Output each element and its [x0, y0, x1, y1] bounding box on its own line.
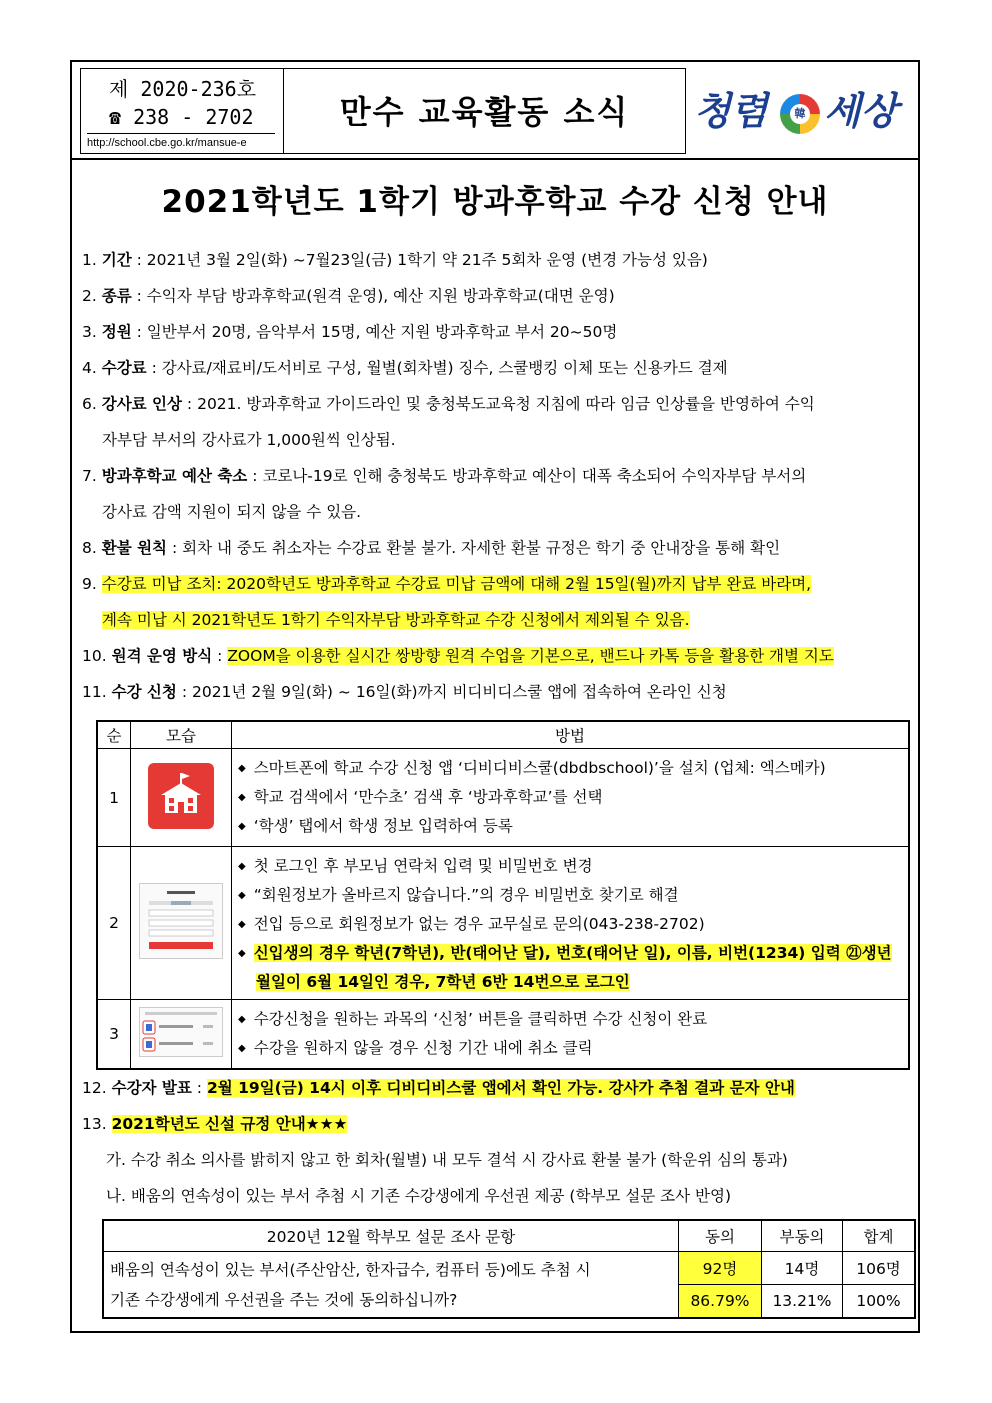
item-2: 2. 종류 : 수익자 부담 방과후학교(원격 운영), 예산 지원 방과후학교(대면 운영): [82, 287, 615, 305]
logo-hanja: 韓: [790, 104, 810, 124]
table-row: [97, 847, 909, 1000]
step-number: 3: [97, 1000, 131, 1070]
disagree-count: 14명: [762, 1252, 843, 1285]
list-item: [238, 940, 904, 969]
header-screenshot: 모습: [131, 721, 232, 749]
app-icon-cell: [131, 749, 232, 847]
newsletter-header: [72, 62, 918, 160]
header-agree: 동의: [679, 1220, 762, 1252]
survey-table: [102, 1219, 916, 1319]
document-title: 2021학년도 1학기 방과후학교 수강 신청 안내: [161, 184, 829, 220]
new-student-note: 신입생의 경우 학년(7학년), 반(태어난 달), 번호(태어난 일), 이름, 비번(1234) 입력 ㉑생년: [253, 944, 892, 962]
item-8: 8. 환불 원칙 : 회차 내 중도 취소자는 수강료 환불 불가. 자세한 환불 규정은 학기 중 안내장을 통해 확인: [82, 539, 781, 557]
school-app-icon: [148, 763, 214, 829]
item-7: 7. 방과후학교 예산 축소 : 코로나-19로 인해 충청북도 방과후학교 예산이 대폭 축소되어 수익자부담 부서의: [82, 467, 807, 485]
agree-percent: 86.79%: [679, 1285, 762, 1319]
logo-text-right: 세상: [824, 88, 898, 133]
step-3-method: [232, 1000, 910, 1070]
newsletter-title: 만수 교육활동 소식: [284, 68, 686, 154]
apply-screenshot-cell: [131, 1000, 232, 1070]
header-method: 방법: [232, 721, 910, 749]
item-6-continued: 자부담 부서의 강사료가 1,000원씩 인상됨.: [102, 431, 396, 449]
item-9-continued: 계속 미납 시 2021학년도 1학기 수익자부담 방과후학교 수강 신청에서 제외될 수 있음.: [102, 611, 690, 629]
step-number: 1: [97, 749, 131, 847]
list-item: ◆ 학교 검색에서 ‘만수초’ 검색 후 ‘방과후학교’를 선택: [238, 784, 904, 813]
header-order: 순: [97, 721, 131, 749]
table-header-row: [103, 1220, 915, 1252]
issue-box: [80, 68, 284, 154]
survey-question: [103, 1252, 679, 1319]
page-frame: [70, 60, 920, 1333]
item-10: 10. 원격 운영 방식 : ZOOM을 이용한 실시간 쌍방향 원격 수업을 기본으로, 밴드나 카톡 등을 활용한 개별 지도: [82, 647, 834, 665]
new-student-note-continued: 월일이 6월 14일인 경우, 7학년 6반 14번으로 로그인: [256, 973, 630, 991]
item-1: 1. 기간 : 2021년 3월 2일(화) ~7월23일(금) 1학기 약 21주 5회차 운영 (변경 가능성 있음): [82, 251, 708, 269]
integrity-logo: [690, 72, 912, 148]
item-12: 12. 수강자 발표 : 2월 19일(금) 14시 이후 디비디비스쿨 앱에서 확인 가능. 강사가 추첨 결과 문자 안내: [82, 1079, 795, 1097]
disagree-percent: 13.21%: [762, 1285, 843, 1319]
step-2-method: [232, 847, 910, 1000]
question-line-1: 배움의 연속성이 있는 부서(주산암산, 한자급수, 컴퓨터 등)에도 추첨 시: [110, 1260, 591, 1279]
phone-number: ☎ 238 - 2702: [109, 105, 254, 129]
issue-number: 제 2020-236호: [109, 77, 257, 101]
login-screenshot-cell: [131, 847, 232, 1000]
item-13-b: 나. 배움의 연속성이 있는 부서 추첨 시 기존 수강생에게 우선권 제공 (학부모 설문 조사 반영): [106, 1187, 732, 1205]
item-3: 3. 정원 : 일반부서 20명, 음악부서 15명, 예산 지원 방과후학교 부서 20~50명: [82, 323, 618, 341]
apply-screen-thumbnail: [139, 1007, 223, 1057]
item-7-continued: 강사료 감액 지원이 되지 않을 수 있음.: [102, 503, 362, 521]
table-row: [103, 1252, 915, 1285]
item-9: 9. 수강료 미납 조치: 2020학년도 방과후학교 수강료 미납 금액에 대해 2월 15일(월)까지 납부 완료 바라며,: [82, 575, 812, 593]
item-4: 4. 수강료 : 강사료/재료비/도서비로 구성, 월별(회차별) 징수, 스쿨뱅킹 이체 또는 신용카드 결제: [82, 359, 728, 377]
list-item: ◆ 첫 로그인 후 부모님 연락처 입력 및 비밀번호 변경: [238, 853, 904, 882]
table-row: [97, 749, 909, 847]
step-1-method: [232, 749, 910, 847]
list-item: ◆ 전입 등으로 회원정보가 없는 경우 교무실로 문의(043-238-2702): [238, 911, 904, 940]
header-question: 2020년 12월 학부모 설문 조사 문항: [103, 1220, 679, 1252]
steps-table: [96, 720, 910, 1070]
step-number: 2: [97, 847, 131, 1000]
header-total: 합계: [843, 1220, 916, 1252]
list-item: ◆ 수강신청을 원하는 과목의 ‘신청’ 버튼을 클릭하면 수강 신청이 완료: [238, 1006, 904, 1035]
list-item: ◆ 수강을 원하지 않을 경우 신청 기간 내에 취소 클릭: [238, 1035, 904, 1064]
school-url[interactable]: http://school.cbe.go.kr/mansue-e: [87, 133, 275, 149]
item-13-a: 가. 수강 취소 의사를 밝히지 않고 한 회차(월별) 내 모두 결석 시 강사료 환불 불가 (학운위 심의 통과): [106, 1151, 788, 1169]
total-count: 106명: [843, 1252, 916, 1285]
table-header-row: [97, 721, 909, 749]
total-percent: 100%: [843, 1285, 916, 1319]
login-screen-thumbnail: [139, 883, 223, 959]
list-item-continued: [238, 969, 904, 995]
logo-text-left: 청렴: [694, 88, 768, 133]
list-item: ◆ “회원정보가 올바르지 않습니다.”의 경우 비밀번호 찾기로 해결: [238, 882, 904, 911]
header-disagree: 부동의: [762, 1220, 843, 1252]
question-line-2: 기존 수강생에게 우선권을 주는 것에 동의하십니까?: [110, 1290, 458, 1309]
table-row: [97, 1000, 909, 1070]
agree-count: 92명: [679, 1252, 762, 1285]
item-11: 11. 수강 신청 : 2021년 2월 9일(화) ~ 16일(화)까지 비디비디스쿨 앱에 접속하여 온라인 신청: [82, 683, 727, 701]
taegeuk-icon: [780, 94, 820, 134]
item-13: 13. 2021학년도 신설 규정 안내★★★: [82, 1115, 348, 1133]
list-item: ◆ 스마트폰에 학교 수강 신청 앱 ‘디비디비스쿨(dbdbschool)’을 설치 (업체: 엑스메카): [238, 755, 904, 784]
item-6: 6. 강사료 인상 : 2021. 방과후학교 가이드라인 및 충청북도교육청 지침에 따라 임금 인상률을 반영하여 수익: [82, 395, 815, 413]
list-item: ◆ ‘학생’ 탭에서 학생 정보 입력하여 등록: [238, 813, 904, 842]
